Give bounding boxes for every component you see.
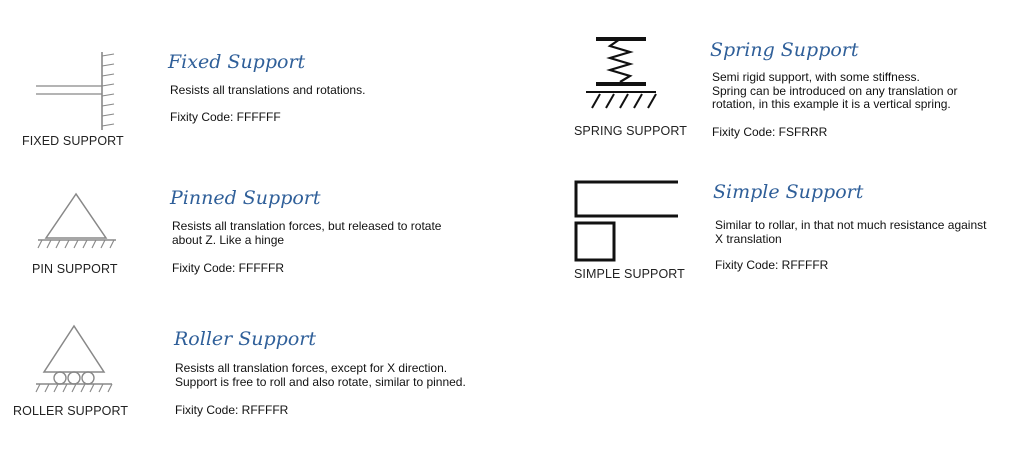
spring-support-symbol (582, 34, 672, 114)
pinned-support-title: Pinned Support (170, 187, 321, 209)
simple-support-symbol (570, 176, 690, 266)
simple-support-fixity-code: Fixity Code: RFFFFR (715, 258, 829, 272)
pinned-support-description: Resists all translation forces, but released to rotate about Z. Like a hinge (172, 219, 442, 247)
spring-support-caption: SPRING SUPPORT (574, 124, 687, 138)
pinned-support-fixity-code: Fixity Code: FFFFFR (172, 261, 285, 275)
fixed-support-title: Fixed Support (168, 51, 306, 73)
simple-support-description: Similar to rollar, in that not much resistance against X translation (715, 218, 987, 246)
roller-support-description: Resists all translation forces, except for X direction. Support is free to roll and also rotate, similar to pinned. (175, 361, 466, 389)
pin-support-symbol (34, 190, 124, 260)
spring-support-description: Semi rigid support, with some stiffness. Spring can be introduced on any translation or rotation, in this example it is a vertical spring. (712, 70, 958, 111)
spring-support-title: Spring Support (710, 39, 859, 61)
fixed-support-caption: FIXED SUPPORT (22, 134, 124, 148)
roller-support-caption: ROLLER SUPPORT (13, 404, 129, 418)
roller-support-symbol (30, 322, 120, 402)
spring-support-fixity-code: Fixity Code: FSFRRR (712, 125, 828, 139)
pin-support-caption: PIN SUPPORT (32, 262, 118, 276)
simple-support-caption: SIMPLE SUPPORT (574, 267, 685, 281)
roller-support-fixity-code: Fixity Code: RFFFFR (175, 403, 289, 417)
roller-support-title: Roller Support (174, 328, 316, 350)
fixed-support-symbol (30, 48, 130, 138)
simple-support-title: Simple Support (713, 181, 864, 203)
fixed-support-description: Resists all translations and rotations. (170, 83, 366, 97)
fixed-support-fixity-code: Fixity Code: FFFFFF (170, 110, 281, 124)
